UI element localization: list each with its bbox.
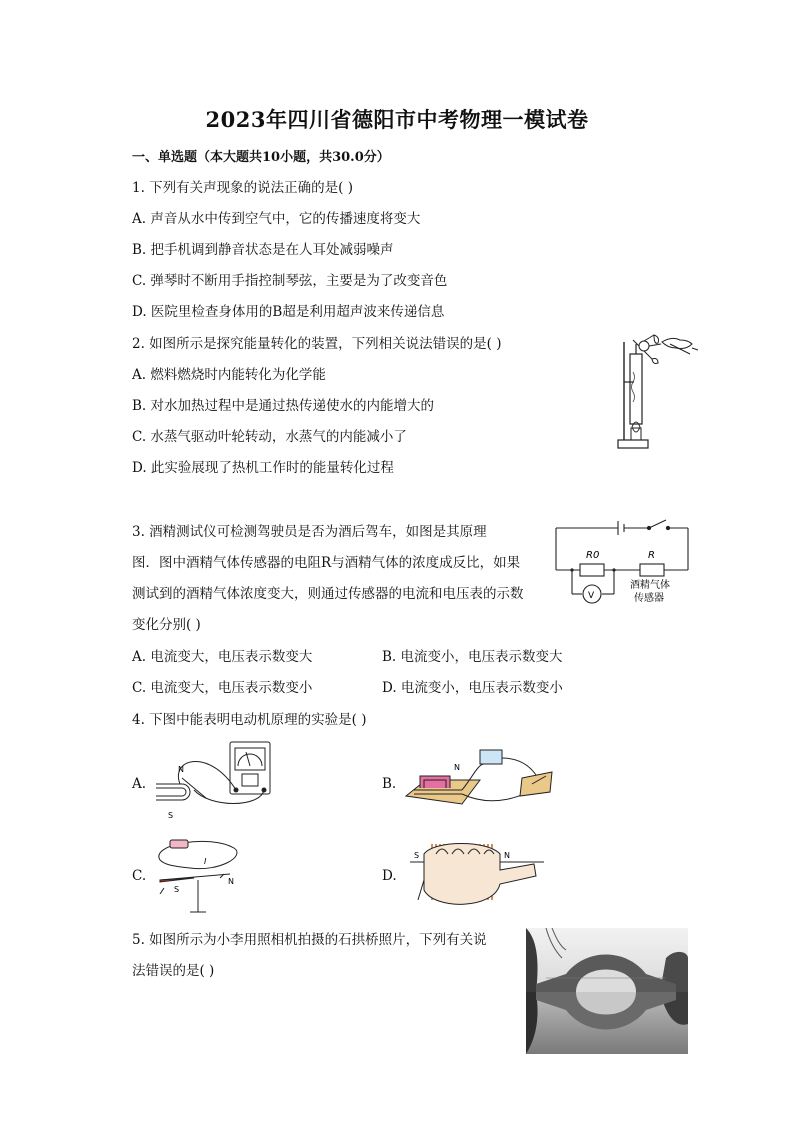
voltmeter-label: V xyxy=(588,591,595,601)
question-4-option-d-label: D. xyxy=(382,868,397,884)
question-2-option-a: A. 燃料燃烧时内能转化为化学能 xyxy=(132,367,326,383)
question-2-option-d: D. 此实验展现了热机工作时的能量转化过程 xyxy=(132,460,394,476)
question-4-stem: 4. 下图中能表明电动机原理的实验是( ) xyxy=(132,712,367,728)
question-4-option-b-label: B. xyxy=(382,776,397,792)
question-3-option-c: C. 电流变大，电压表示数变小 xyxy=(132,680,313,696)
question-1-stem: 1. 下列有关声现象的说法正确的是( ) xyxy=(132,180,353,196)
svg-text:N: N xyxy=(454,763,460,772)
question-3-stem-line-4: 变化分别( ) xyxy=(132,617,201,633)
question-2-option-b: B. 对水加热过程中是通过热传递使水的内能增大的 xyxy=(132,398,435,414)
question-1-option-d: D. 医院里检查身体用的B超是利用超声波来传递信息 xyxy=(132,304,445,320)
option-c-oersted-figure xyxy=(150,834,245,918)
sensor-label-line-1: 酒精气体 xyxy=(630,580,670,591)
question-3-stem-line-2: 图．图中酒精气体传感器的电阻R与酒精气体的浓度成反比，如果 xyxy=(132,555,521,571)
question-3-stem-line-3: 测试到的酒精气体浓度变大，则通过传感器的电流和电压表的示数 xyxy=(132,586,524,602)
steam-apparatus-figure xyxy=(610,332,700,454)
svg-text:N: N xyxy=(228,877,234,886)
svg-text:S: S xyxy=(174,885,180,894)
question-3-stem-line-1: 3. 酒精测试仪可检测驾驶员是否为酒后驾车，如图是其原理 xyxy=(132,524,487,540)
sensor-label-line-2: 传感器 xyxy=(634,593,664,604)
option-d-right-hand-rule-figure xyxy=(404,840,549,914)
question-1-option-b: B. 把手机调到静音状态是在人耳处减弱噪声 xyxy=(132,242,394,258)
svg-text:S: S xyxy=(168,811,174,820)
r-label: R xyxy=(648,550,655,561)
option-b-magnet-track-figure xyxy=(402,748,557,808)
question-1-option-a: A. 声音从水中传到空气中，它的传播速度将变大 xyxy=(132,211,421,227)
question-2-option-c: C. 水蒸气驱动叶轮转动，水蒸气的内能减小了 xyxy=(132,429,407,445)
svg-text:I: I xyxy=(204,857,207,866)
question-2-stem: 2. 如图所示是探究能量转化的装置，下列相关说法错误的是( ) xyxy=(132,336,502,352)
option-a-generator-figure xyxy=(150,738,275,826)
question-3-option-d: D. 电流变小，电压表示数变小 xyxy=(382,680,563,696)
section-heading: 一、单选题（本大题共10小题，共30.0分） xyxy=(132,150,390,165)
question-5-stem-line-1: 5. 如图所示为小李用照相机拍摄的石拱桥照片，下列有关说 xyxy=(132,932,487,948)
question-3-option-b: B. 电流变小，电压表示数变大 xyxy=(382,649,563,665)
svg-text:S: S xyxy=(414,851,420,860)
r0-label: R0 xyxy=(586,550,600,561)
question-4-option-a-label: A. xyxy=(132,776,147,792)
stone-arch-bridge-photo xyxy=(526,928,688,1054)
question-4-option-c-label: C. xyxy=(132,868,147,884)
question-5-stem-line-2: 法错误的是( ) xyxy=(132,963,215,979)
svg-text:N: N xyxy=(178,765,184,774)
svg-text:N: N xyxy=(504,851,510,860)
alcohol-tester-circuit-figure xyxy=(548,516,696,608)
question-3-option-a: A. 电流变大，电压表示数变大 xyxy=(132,649,313,665)
question-1-option-c: C. 弹琴时不断用手指控制琴弦，主要是为了改变音色 xyxy=(132,273,448,289)
page-title: 2023年四川省德阳市中考物理一模试卷 xyxy=(205,107,589,132)
